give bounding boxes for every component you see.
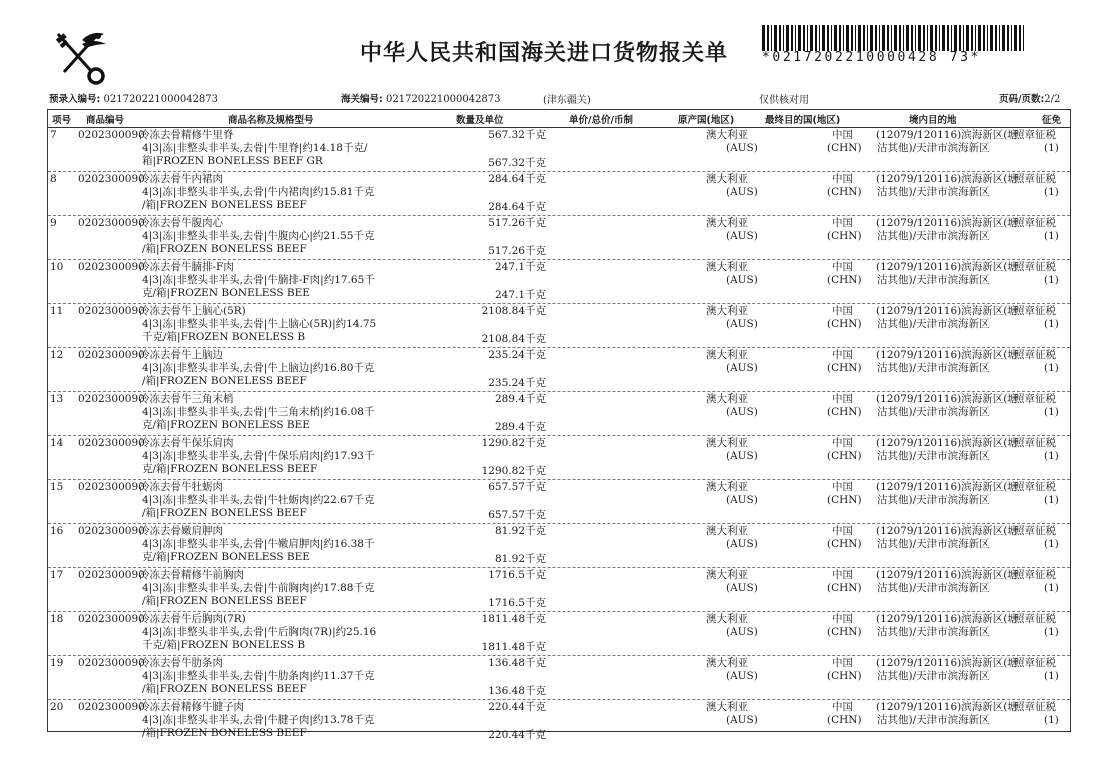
item-qty-legal: 289.4千克	[494, 421, 546, 433]
item-origin: 澳大利亚	[706, 657, 748, 669]
item-origin: 澳大利亚	[706, 481, 748, 493]
item-qty: 247.1千克	[494, 261, 546, 273]
item-dest: 中国	[832, 437, 853, 449]
item-origin-code: (AUS)	[726, 362, 758, 374]
item-origin-code: (AUS)	[726, 494, 758, 506]
item-tax-code: (1)	[1044, 450, 1059, 462]
item-number: 13	[50, 393, 64, 405]
item-qty-legal: 517.26千克	[488, 245, 546, 257]
item-tax: 照章征税	[1014, 393, 1056, 405]
item-spec: 4|3|冻|非整头非半头,去骨|牛里脊|约14.18千克/	[142, 142, 368, 154]
item-origin: 澳大利亚	[706, 437, 748, 449]
item-spec-cont: 克/箱|FROZEN BONELESS BEE	[142, 287, 310, 299]
item-spec-cont: /箱|FROZEN BONELESS BEEF	[142, 683, 307, 695]
item-qty: 2108.84千克	[481, 305, 546, 317]
page-counter	[999, 91, 1060, 105]
barcode-icon	[762, 25, 1028, 51]
item-tax: 照章征税	[1014, 349, 1056, 361]
item-dest-code: (CHN)	[827, 582, 862, 594]
item-domestic-cont: 沽其他)/天津市滨海新区	[877, 142, 990, 154]
item-dest-code: (CHN)	[827, 318, 862, 330]
item-tax-code: (1)	[1044, 230, 1059, 242]
item-qty: 136.48千克	[488, 657, 546, 669]
item-domestic: (12079/120116)滨海新区(塘	[876, 657, 1018, 669]
customs-emblem-icon	[52, 28, 108, 86]
item-domestic-cont: 沽其他)/天津市滨海新区	[877, 450, 990, 462]
item-qty-legal: 1811.48千克	[481, 641, 546, 653]
table-row	[48, 656, 1070, 700]
item-spec-cont: /箱|FROZEN BONELESS BEEF	[142, 507, 307, 519]
barcode-text: *0217202210000428 73*	[762, 50, 981, 65]
item-spec: 4|3|冻|非整头非半头,去骨|牛三角末梢|约16.08千	[142, 406, 375, 418]
item-number: 20	[50, 701, 64, 713]
item-tax: 照章征税	[1014, 173, 1056, 185]
item-qty: 81.92千克	[494, 525, 546, 537]
verify-note: 仅供核对用	[759, 95, 809, 106]
item-number: 9	[50, 217, 57, 229]
item-tax-code: (1)	[1044, 318, 1059, 330]
item-tax-code: (1)	[1044, 626, 1059, 638]
item-number: 11	[50, 305, 64, 317]
item-qty-legal: 2108.84千克	[481, 333, 546, 345]
item-tax-code: (1)	[1044, 274, 1059, 286]
item-tax: 照章征税	[1014, 569, 1056, 581]
item-number: 10	[50, 261, 64, 273]
item-dest-code: (CHN)	[827, 274, 862, 286]
col-origin: 原产国(地区)	[678, 115, 735, 126]
item-dest: 中国	[832, 261, 853, 273]
item-domestic: (12079/120116)滨海新区(塘	[876, 393, 1018, 405]
item-tax-code: (1)	[1044, 494, 1059, 506]
item-name: 冷冻去骨牛腹肉心	[139, 217, 223, 229]
item-dest: 中国	[832, 305, 853, 317]
item-dest-code: (CHN)	[827, 626, 862, 638]
page-value: 2/2	[1044, 94, 1061, 105]
item-spec: 4|3|冻|非整头非半头,去骨|牛腹肉心|约21.55千克	[142, 230, 375, 242]
item-dest-code: (CHN)	[827, 494, 862, 506]
item-domestic-cont: 沽其他)/天津市滨海新区	[877, 274, 990, 286]
item-name: 冷冻去骨牛内裙肉	[139, 173, 223, 185]
item-dest-code: (CHN)	[827, 450, 862, 462]
item-dest: 中国	[832, 657, 853, 669]
col-tax: 征免	[1042, 115, 1062, 126]
customs-office: (津东疆关)	[543, 95, 591, 106]
item-spec-cont: /箱|FROZEN BONELESS BEEF	[142, 199, 307, 211]
item-code: 0202300090	[78, 525, 145, 537]
item-spec: 4|3|冻|非整头非半头,去骨|牛前胸肉|约17.88千克	[142, 582, 375, 594]
item-domestic: (12079/120116)滨海新区(塘	[876, 349, 1018, 361]
item-name: 冷冻去骨精修牛前胸肉	[139, 569, 244, 581]
item-code: 0202300090	[78, 481, 145, 493]
item-qty: 289.4千克	[494, 393, 546, 405]
goods-rows	[48, 128, 1070, 743]
item-spec-cont: /箱|FROZEN BONELESS BEEF	[142, 375, 307, 387]
item-spec-cont: 箱|FROZEN BONELESS BEEF GR	[142, 155, 323, 167]
item-dest: 中国	[832, 701, 853, 713]
item-domestic-cont: 沽其他)/天津市滨海新区	[877, 186, 990, 198]
item-tax: 照章征税	[1014, 701, 1056, 713]
table-row	[48, 304, 1070, 348]
item-domestic-cont: 沽其他)/天津市滨海新区	[877, 494, 990, 506]
item-qty-legal: 567.32千克	[488, 157, 546, 169]
item-spec: 4|3|冻|非整头非半头,去骨|牛牡蛎肉|约22.67千克	[142, 494, 375, 506]
item-domestic: (12079/120116)滨海新区(塘	[876, 701, 1018, 713]
item-name: 冷冻去骨精修牛腱子肉	[139, 701, 244, 713]
table-row	[48, 524, 1070, 568]
col-qty: 数量及单位	[456, 115, 504, 126]
item-origin-code: (AUS)	[726, 582, 758, 594]
item-domestic-cont: 沽其他)/天津市滨海新区	[877, 318, 990, 330]
item-tax: 照章征税	[1014, 437, 1056, 449]
item-domestic: (12079/120116)滨海新区(塘	[876, 261, 1018, 273]
item-code: 0202300090	[78, 349, 145, 361]
item-origin: 澳大利亚	[706, 569, 748, 581]
col-domestic: 境内目的地	[909, 115, 957, 126]
preentry-label: 预录入编号:	[49, 94, 101, 105]
item-number: 18	[50, 613, 64, 625]
item-spec: 4|3|冻|非整头非半头,去骨|牛后胸肉(7R)|约25.16	[142, 626, 377, 638]
item-number: 7	[50, 129, 57, 141]
item-dest-code: (CHN)	[827, 406, 862, 418]
item-code: 0202300090	[78, 701, 145, 713]
item-spec: 4|3|冻|非整头非半头,去骨|牛内裙肉|约15.81千克	[142, 186, 375, 198]
item-qty-legal: 657.57千克	[488, 509, 546, 521]
col-price: 单价/总价/币制	[569, 115, 633, 126]
item-name: 冷冻去骨嫩肩胛肉	[139, 525, 223, 537]
item-origin-code: (AUS)	[726, 318, 758, 330]
item-number: 17	[50, 569, 64, 581]
item-tax-code: (1)	[1044, 186, 1059, 198]
item-spec-cont: 千克/箱|FROZEN BONELESS B	[142, 331, 306, 343]
item-qty-legal: 1290.82千克	[481, 465, 546, 477]
item-spec: 4|3|冻|非整头非半头,去骨|牛上脑心(5R)|约14.75	[142, 318, 377, 330]
item-spec-cont: 克/箱|FROZEN BONELESS BEE	[142, 551, 310, 563]
item-tax: 照章征税	[1014, 525, 1056, 537]
item-number: 14	[50, 437, 64, 449]
item-number: 12	[50, 349, 64, 361]
table-header	[48, 110, 1070, 128]
item-code: 0202300090	[78, 569, 145, 581]
item-qty-legal: 1716.5千克	[488, 597, 546, 609]
item-qty: 567.32千克	[488, 129, 546, 141]
item-code: 0202300090	[78, 437, 145, 449]
item-spec: 4|3|冻|非整头非半头,去骨|牛保乐肩肉|约17.93千	[142, 450, 375, 462]
item-qty-legal: 235.24千克	[488, 377, 546, 389]
item-spec: 4|3|冻|非整头非半头,去骨|牛腩排-F肉|约17.65千	[142, 274, 375, 286]
item-domestic-cont: 沽其他)/天津市滨海新区	[877, 230, 990, 242]
col-name: 商品名称及规格型号	[228, 115, 314, 126]
item-name: 冷冻去骨精修牛里脊	[139, 129, 234, 141]
item-spec: 4|3|冻|非整头非半头,去骨|牛腱子肉|约13.78千克	[142, 714, 375, 726]
item-code: 0202300090	[78, 217, 145, 229]
customs-no-value: 021720221000042873	[386, 94, 501, 105]
item-dest: 中国	[832, 393, 853, 405]
item-code: 0202300090	[78, 261, 145, 273]
goods-table	[47, 109, 1071, 741]
item-domestic: (12079/120116)滨海新区(塘	[876, 129, 1018, 141]
table-row	[48, 480, 1070, 524]
item-spec-cont: /箱|FROZEN BONELESS BEEF	[142, 243, 307, 255]
table-row	[48, 568, 1070, 612]
item-origin-code: (AUS)	[726, 538, 758, 550]
item-domestic-cont: 沽其他)/天津市滨海新区	[877, 582, 990, 594]
item-code: 0202300090	[78, 657, 145, 669]
item-qty-legal: 136.48千克	[488, 685, 546, 697]
item-dest: 中国	[832, 481, 853, 493]
item-origin-code: (AUS)	[726, 230, 758, 242]
item-code: 0202300090	[78, 393, 145, 405]
item-tax: 照章征税	[1014, 613, 1056, 625]
item-domestic-cont: 沽其他)/天津市滨海新区	[877, 406, 990, 418]
item-domestic-cont: 沽其他)/天津市滨海新区	[877, 626, 990, 638]
item-qty: 517.26千克	[488, 217, 546, 229]
item-origin-code: (AUS)	[726, 714, 758, 726]
item-qty: 220.44千克	[488, 701, 546, 713]
item-tax: 照章征税	[1014, 657, 1056, 669]
item-code: 0202300090	[78, 129, 145, 141]
item-spec: 4|3|冻|非整头非半头,去骨|牛嫩肩胛肉|约16.38千	[142, 538, 375, 550]
item-origin-code: (AUS)	[726, 450, 758, 462]
item-dest-code: (CHN)	[827, 670, 862, 682]
item-dest: 中国	[832, 217, 853, 229]
item-tax-code: (1)	[1044, 362, 1059, 374]
item-dest-code: (CHN)	[827, 230, 862, 242]
item-code: 0202300090	[78, 305, 145, 317]
item-number: 15	[50, 481, 64, 493]
item-tax-code: (1)	[1044, 538, 1059, 550]
table-row	[48, 612, 1070, 656]
item-spec-cont: 千克/箱|FROZEN BONELESS B	[142, 639, 306, 651]
item-origin-code: (AUS)	[726, 274, 758, 286]
item-domestic: (12079/120116)滨海新区(塘	[876, 525, 1018, 537]
col-code: 商品编号	[86, 115, 125, 126]
item-domestic: (12079/120116)滨海新区(塘	[876, 173, 1018, 185]
item-origin-code: (AUS)	[726, 670, 758, 682]
item-name: 冷冻去骨牛腩排-F肉	[139, 261, 234, 273]
table-row	[48, 348, 1070, 392]
item-origin-code: (AUS)	[726, 186, 758, 198]
item-tax: 照章征税	[1014, 481, 1056, 493]
item-qty: 1811.48千克	[481, 613, 546, 625]
item-spec-cont: 克/箱|FROZEN BONELESS BEE	[142, 419, 310, 431]
table-row	[48, 392, 1070, 436]
item-spec-cont: 克/箱|FROZEN BONELESS BEEF	[142, 463, 318, 475]
col-dest: 最终目的国(地区)	[765, 115, 841, 126]
item-domestic-cont: 沽其他)/天津市滨海新区	[877, 362, 990, 374]
item-origin: 澳大利亚	[706, 393, 748, 405]
item-domestic: (12079/120116)滨海新区(塘	[876, 481, 1018, 493]
item-qty: 1716.5千克	[488, 569, 546, 581]
item-qty: 235.24千克	[488, 349, 546, 361]
item-dest: 中国	[832, 173, 853, 185]
item-domestic: (12079/120116)滨海新区(塘	[876, 569, 1018, 581]
item-spec: 4|3|冻|非整头非半头,去骨|牛上脑边|约16.80千克	[142, 362, 375, 374]
item-number: 16	[50, 525, 64, 537]
item-spec-cont: /箱|FROZEN BONELESS BEEF	[142, 595, 307, 607]
table-row	[48, 436, 1070, 480]
item-origin-code: (AUS)	[726, 406, 758, 418]
item-code: 0202300090	[78, 613, 145, 625]
table-row	[48, 700, 1070, 743]
item-origin: 澳大利亚	[706, 349, 748, 361]
item-tax-code: (1)	[1044, 142, 1059, 154]
item-name: 冷冻去骨牛保乐肩肉	[139, 437, 234, 449]
item-domestic-cont: 沽其他)/天津市滨海新区	[877, 670, 990, 682]
item-qty: 1290.82千克	[481, 437, 546, 449]
item-qty: 657.57千克	[488, 481, 546, 493]
item-qty-legal: 284.64千克	[488, 201, 546, 213]
col-no: 项号	[52, 115, 72, 126]
page-title: 中华人民共和国海关进口货物报关单	[360, 41, 729, 66]
customs-number	[341, 91, 501, 105]
item-spec: 4|3|冻|非整头非半头,去骨|牛肋条肉|约11.37千克	[142, 670, 375, 682]
item-origin: 澳大利亚	[706, 701, 748, 713]
preentry-number	[49, 91, 218, 105]
item-qty-legal: 220.44千克	[488, 729, 546, 741]
item-qty-legal: 247.1千克	[494, 289, 546, 301]
table-row	[48, 172, 1070, 216]
item-qty: 284.64千克	[488, 173, 546, 185]
item-tax: 照章征税	[1014, 129, 1056, 141]
item-domestic: (12079/120116)滨海新区(塘	[876, 613, 1018, 625]
item-spec-cont: /箱|FROZEN BONELESS BEEF	[142, 727, 307, 739]
item-name: 冷冻去骨牛牡蛎肉	[139, 481, 223, 493]
item-dest: 中国	[832, 613, 853, 625]
item-tax: 照章征税	[1014, 305, 1056, 317]
item-qty-legal: 81.92千克	[494, 553, 546, 565]
item-dest: 中国	[832, 349, 853, 361]
table-row	[48, 260, 1070, 304]
item-dest: 中国	[832, 525, 853, 537]
customs-no-label: 海关编号:	[341, 94, 383, 105]
item-domestic-cont: 沽其他)/天津市滨海新区	[877, 538, 990, 550]
item-code: 0202300090	[78, 173, 145, 185]
item-origin: 澳大利亚	[706, 173, 748, 185]
item-tax: 照章征税	[1014, 261, 1056, 273]
item-tax-code: (1)	[1044, 670, 1059, 682]
item-dest-code: (CHN)	[827, 142, 862, 154]
item-dest-code: (CHN)	[827, 362, 862, 374]
item-domestic: (12079/120116)滨海新区(塘	[876, 437, 1018, 449]
item-name: 冷冻去骨牛三角末梢	[139, 393, 234, 405]
item-dest-code: (CHN)	[827, 538, 862, 550]
item-domestic: (12079/120116)滨海新区(塘	[876, 305, 1018, 317]
item-name: 冷冻去骨牛上脑边	[139, 349, 223, 361]
item-tax: 照章征税	[1014, 217, 1056, 229]
preentry-value: 021720221000042873	[103, 94, 219, 105]
table-row	[48, 216, 1070, 260]
item-tax-code: (1)	[1044, 406, 1059, 418]
item-origin: 澳大利亚	[706, 613, 748, 625]
item-dest: 中国	[832, 129, 853, 141]
item-origin: 澳大利亚	[706, 129, 748, 141]
item-number: 8	[50, 173, 57, 185]
table-row	[48, 128, 1070, 172]
item-dest-code: (CHN)	[827, 186, 862, 198]
item-name: 冷冻去骨牛后胸肉(7R)	[139, 613, 246, 625]
item-tax-code: (1)	[1044, 714, 1059, 726]
item-domestic: (12079/120116)滨海新区(塘	[876, 217, 1018, 229]
item-domestic-cont: 沽其他)/天津市滨海新区	[877, 714, 990, 726]
page-label: 页码/页数:	[999, 94, 1045, 105]
item-name: 冷冻去骨牛上脑心(5R)	[139, 305, 246, 317]
item-origin-code: (AUS)	[726, 142, 758, 154]
item-dest-code: (CHN)	[827, 714, 862, 726]
item-origin: 澳大利亚	[706, 261, 748, 273]
item-tax-code: (1)	[1044, 582, 1059, 594]
item-name: 冷冻去骨牛肋条肉	[139, 657, 223, 669]
item-origin: 澳大利亚	[706, 305, 748, 317]
item-origin: 澳大利亚	[706, 525, 748, 537]
item-dest: 中国	[832, 569, 853, 581]
item-number: 19	[50, 657, 64, 669]
item-origin-code: (AUS)	[726, 626, 758, 638]
item-origin: 澳大利亚	[706, 217, 748, 229]
